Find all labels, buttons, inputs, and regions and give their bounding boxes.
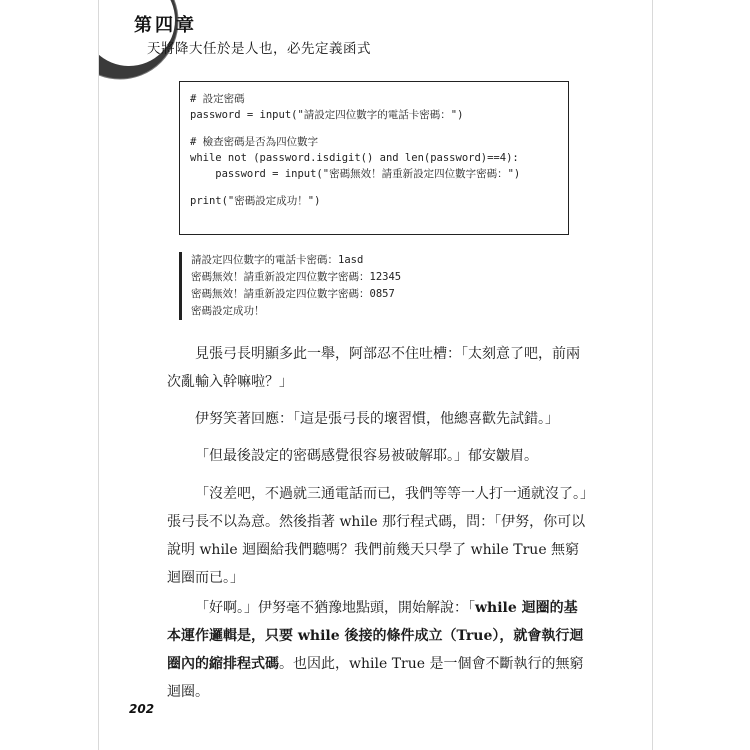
paragraph: 「沒差吧，不過就三通電話而已，我們等等一人打一通就沒了。」張弓長不以為意。然後指著 while 那行程式碼，問：「伊努，你可以說明 while 迴圈給我們聽嗎？我們前幾天只學了 while True 無窮迴圈而已。」	[167, 486, 587, 586]
code-line: while not (password.isdigit() and len(password)==4):	[190, 152, 519, 164]
paragraph	[167, 594, 587, 706]
output-line: 密碼無效！請重新設定四位數字密碼：12345	[191, 271, 402, 283]
paragraph: 伊努笑著回應：「這是張弓長的壞習慣，他總喜歡先試錯。」	[195, 411, 559, 427]
page-number: 202	[129, 702, 155, 716]
code-line: password = input("密碼無效！請重新設定四位數字密碼：")	[190, 168, 521, 180]
code-line: # 檢查密碼是否為四位數字	[190, 136, 319, 148]
book-page	[98, 0, 653, 750]
paragraph: 「但最後設定的密碼感覺很容易被破解耶。」郁安皺眉。	[195, 448, 538, 464]
bold-emphasis: while 迴圈的基本運作邏輯是，只要 while 後接的條件成立（True），就會執行迴圈內的縮排程式碼	[167, 600, 584, 672]
paragraph-text: 。也因此，while True 是一個會不斷執行的無窮迴圈。	[167, 656, 584, 700]
chapter-number: 第四章	[134, 15, 197, 36]
code-line-blank	[190, 123, 558, 134]
program-output	[179, 252, 491, 320]
code-line: # 設定密碼	[190, 93, 245, 105]
code-line-blank	[190, 182, 558, 193]
code-line: password = input("請設定四位數字的電話卡密碼：")	[190, 109, 464, 121]
paragraph: 見張弓長明顯多此一舉，阿部忍不住吐槽：「太刻意了吧，前兩次亂輸入幹嘛啦？」	[167, 346, 580, 390]
code-block	[179, 81, 569, 235]
paragraph-text: 「好啊。」伊努毫不猶豫地點頭，開始解說：「	[195, 600, 475, 616]
output-line: 密碼無效！請重新設定四位數字密碼：0857	[191, 288, 395, 300]
output-line: 密碼設定成功！	[191, 305, 265, 317]
code-line: print("密碼設定成功！")	[190, 195, 321, 207]
chapter-title: 天將降大任於是人也，必先定義函式	[147, 41, 371, 57]
output-line: 請設定四位數字的電話卡密碼：1asd	[191, 254, 364, 266]
